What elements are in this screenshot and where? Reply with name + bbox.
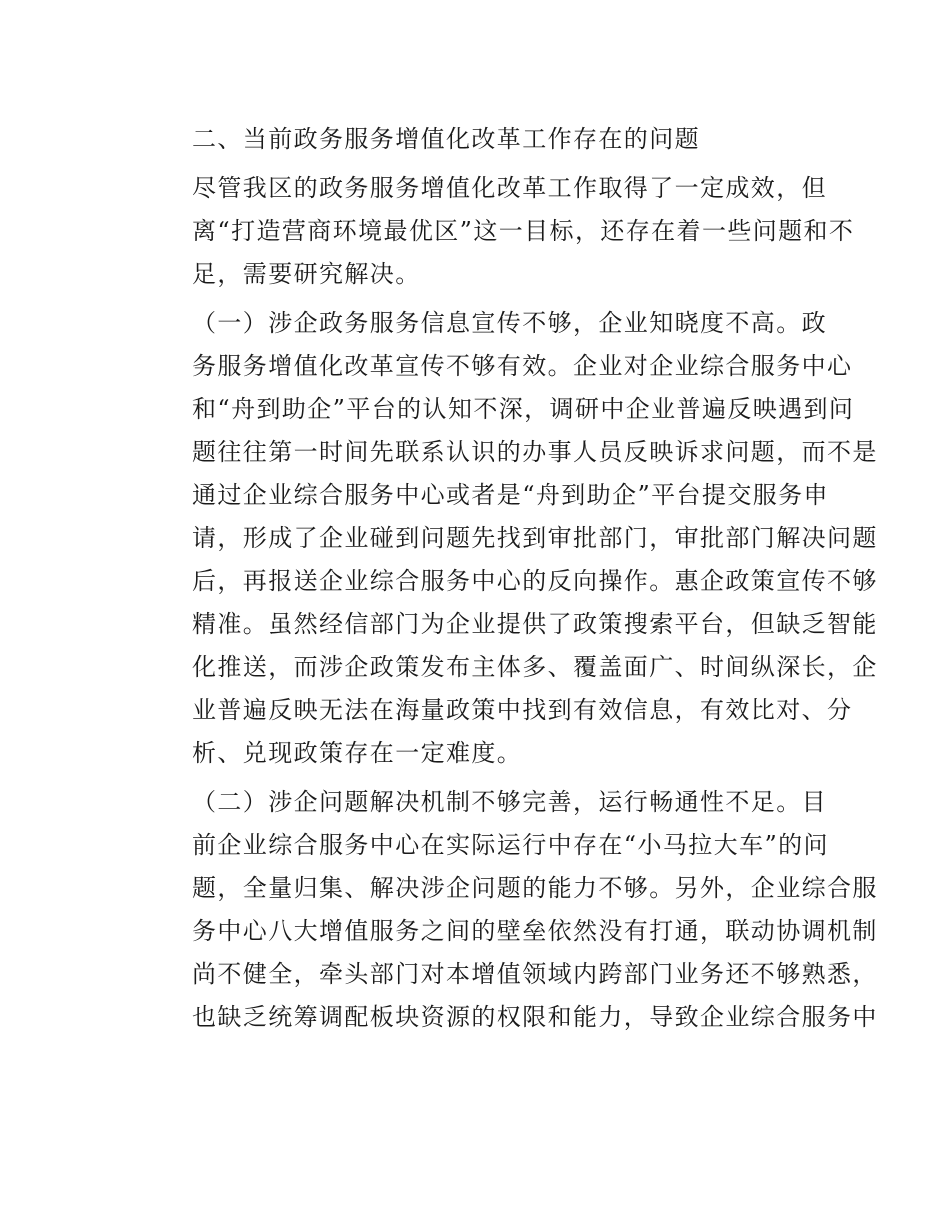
paragraph-line: 务服务增值化改革宣传不够有效。企业对企业综合服务中心 bbox=[192, 352, 853, 380]
paragraph-line: （一）涉企政务服务信息宣传不够，企业知晓度不高。政 bbox=[192, 309, 827, 337]
paragraph-line: 和“舟到助企”平台的认知不深，调研中企业普遍反映遇到问 bbox=[192, 395, 855, 423]
paragraph-point-1 bbox=[142, 302, 878, 775]
paragraph-line: 足，需要研究解决。 bbox=[192, 260, 421, 288]
paragraph-line: 务中心八大增值服务之间的壁垒依然没有打通，联动协调机制 bbox=[192, 917, 878, 945]
paragraph-line: 业普遍反映无法在海量政策中找到有效信息，有效比对、分 bbox=[192, 696, 853, 724]
paragraph-line: 化推送，而涉企政策发布主体多、覆盖面广、时间纵深长，企 bbox=[192, 653, 878, 681]
paragraph-line: 通过企业综合服务中心或者是“舟到助企”平台提交服务申 bbox=[192, 481, 829, 509]
paragraph-intro bbox=[142, 167, 855, 296]
paragraph-line: （二）涉企问题解决机制不够完善，运行畅通性不足。目 bbox=[192, 788, 827, 816]
paragraph-line: 前企业综合服务中心在实际运行中存在“小马拉大车”的问 bbox=[192, 831, 829, 859]
paragraph-point-2 bbox=[142, 781, 878, 1039]
paragraph-line: 尚不健全，牵头部门对本增值领域内跨部门业务还不够熟悉， bbox=[192, 960, 878, 988]
paragraph-line: 精准。虽然经信部门为企业提供了政策搜索平台，但缺乏智能 bbox=[192, 610, 878, 638]
section-heading: 二、当前政务服务增值化改革工作存在的问题 bbox=[192, 125, 700, 153]
document-body bbox=[142, 118, 878, 1045]
paragraph-line: 尽管我区的政务服务增值化改革工作取得了一定成效，但 bbox=[192, 174, 827, 202]
paragraph-line: 题往往第一时间先联系认识的办事人员反映诉求问题，而不是 bbox=[192, 438, 878, 466]
paragraph-line: 析、兑现政策存在一定难度。 bbox=[192, 739, 523, 767]
paragraph-line: 题，全量归集、解决涉企问题的能力不够。另外，企业综合服 bbox=[192, 874, 878, 902]
paragraph-line: 后，再报送企业综合服务中心的反向操作。惠企政策宣传不够 bbox=[192, 567, 878, 595]
paragraph-line: 离“打造营商环境最优区”这一目标，还存在着一些问题和不 bbox=[192, 217, 855, 245]
paragraph-line: 也缺乏统筹调配板块资源的权限和能力，导致企业综合服务中 bbox=[192, 1003, 878, 1031]
paragraph-line: 请，形成了企业碰到问题先找到审批部门，审批部门解决问题 bbox=[192, 524, 878, 552]
